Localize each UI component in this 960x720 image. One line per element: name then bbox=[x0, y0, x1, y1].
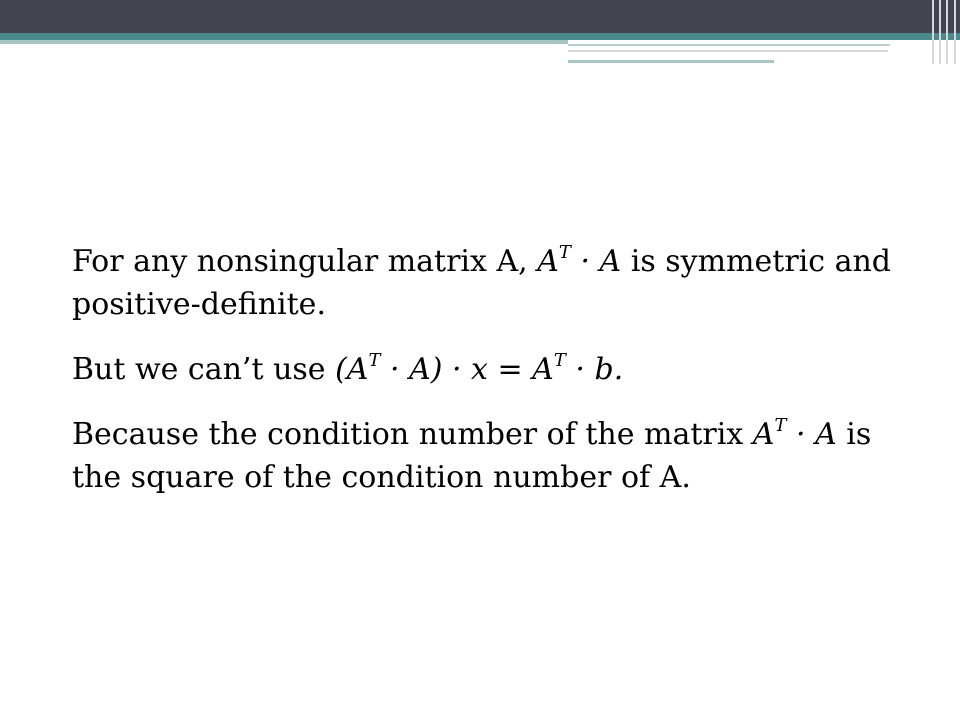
math-superscript: T bbox=[553, 350, 566, 371]
header-corner-lines bbox=[930, 0, 960, 64]
paragraph-condition-number bbox=[72, 413, 922, 499]
math-segment: · A bbox=[786, 417, 837, 452]
text-segment: is symmetric and positive-definite. bbox=[72, 244, 891, 322]
math-segment: A bbox=[752, 417, 775, 452]
paragraph-normal-equations bbox=[72, 348, 922, 391]
math-segment: · A) · x = A bbox=[380, 352, 554, 387]
math-segment: · b. bbox=[565, 352, 624, 387]
math-superscript: T bbox=[368, 350, 381, 371]
paragraph-symmetric bbox=[72, 240, 922, 326]
math-segment: (A bbox=[335, 352, 369, 387]
text-segment: Because the condition number of the matrix bbox=[72, 417, 753, 452]
header-step-line bbox=[568, 44, 890, 46]
text-segment: But we can’t use bbox=[72, 352, 336, 387]
header-accent-stripe bbox=[0, 33, 960, 40]
header-accent-thin-stripe bbox=[0, 40, 568, 44]
header-step-line bbox=[568, 50, 888, 52]
text-segment: For any nonsingular matrix A, bbox=[72, 244, 538, 279]
math-segment: A bbox=[537, 244, 559, 279]
slide-body bbox=[72, 240, 922, 521]
math-superscript: T bbox=[774, 415, 787, 436]
math-segment: · bbox=[570, 244, 600, 279]
math-superscript: T bbox=[558, 242, 571, 263]
header-step-line bbox=[568, 60, 774, 63]
text-segment: is the square of the condition number of A. bbox=[72, 417, 872, 495]
math-segment: A bbox=[599, 244, 622, 279]
header-bar bbox=[0, 0, 960, 33]
